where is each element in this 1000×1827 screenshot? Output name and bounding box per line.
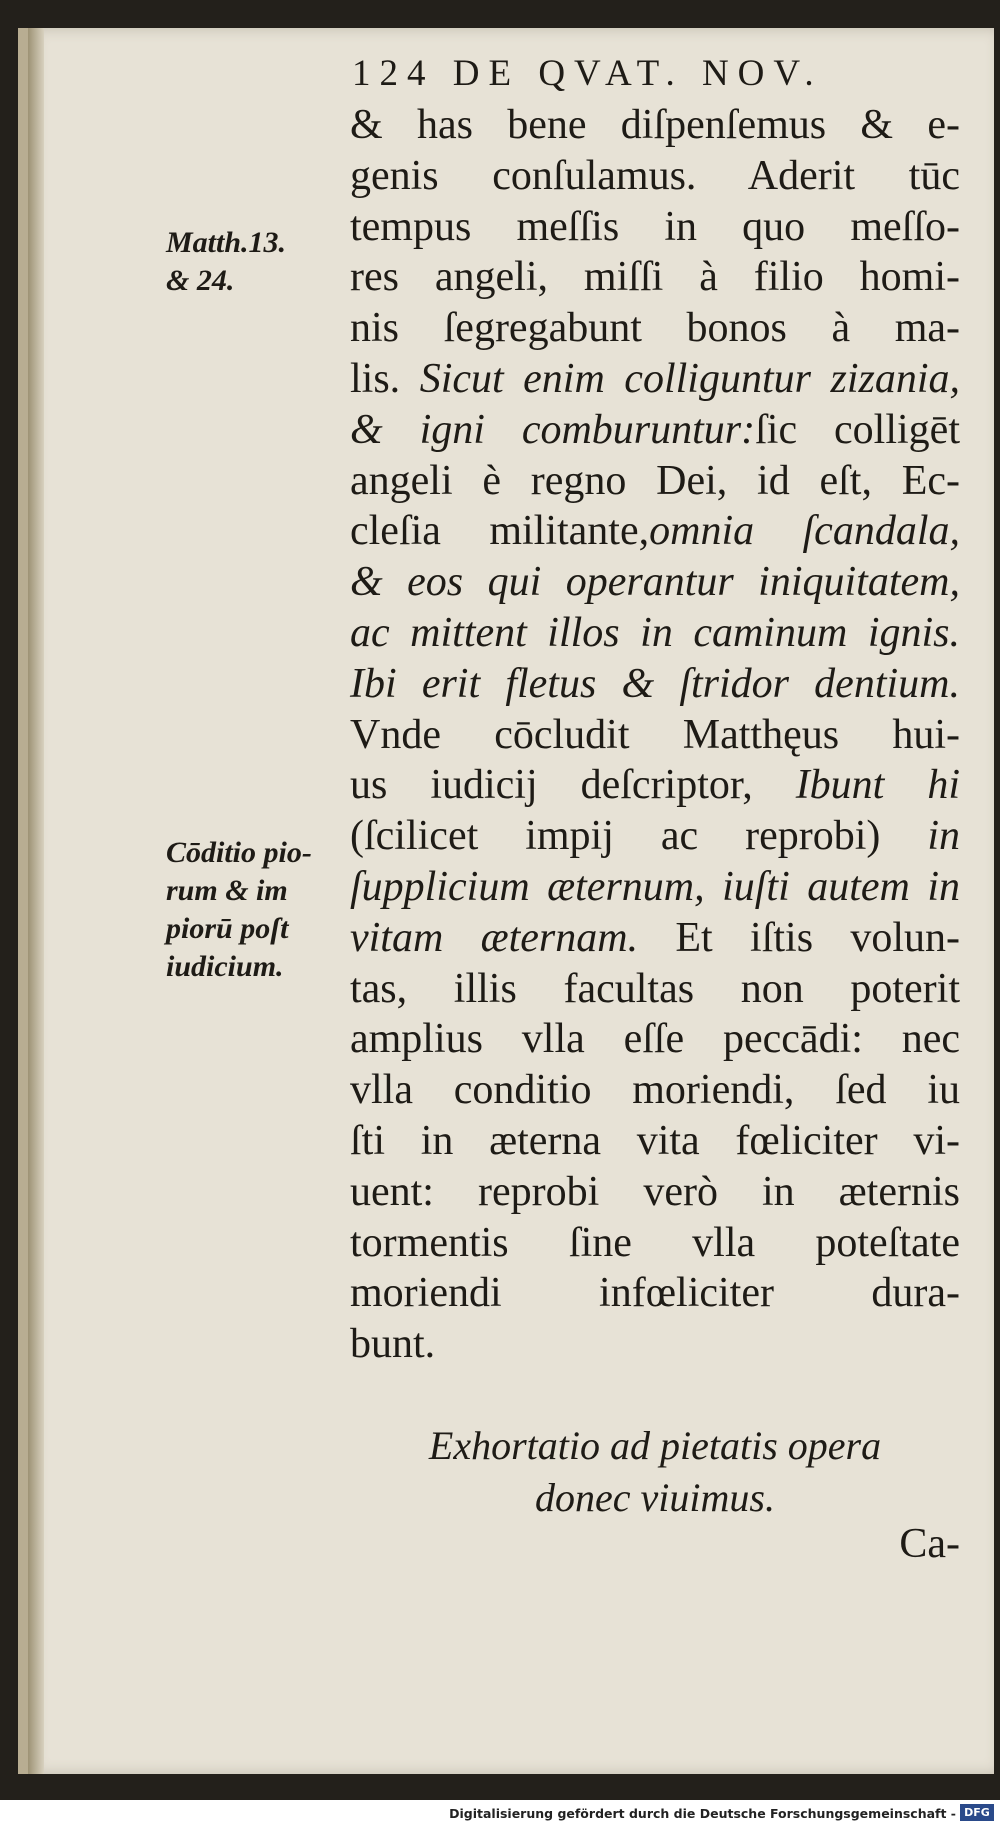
margin-note-reference — [166, 224, 336, 300]
text-line: nis ſegregabunt bonos à ma- — [350, 305, 960, 352]
text-line — [350, 405, 960, 456]
margin-note-line: piorū poſt — [166, 912, 289, 945]
italic-quotation: in — [927, 813, 960, 860]
section-heading-line: Exhortatio ad pietatis opera — [428, 1423, 882, 1468]
margin-note-line: rum & im — [166, 874, 288, 907]
text-line: & has bene diſpenſemus & e- — [350, 102, 960, 148]
margin-note-condition — [166, 834, 346, 986]
text-line — [350, 760, 960, 811]
margin-note-line: Cōditio pio- — [166, 836, 312, 869]
text-line: angeli è regno Dei, id eſt, Ec- — [350, 457, 960, 504]
italic-quotation: & igni comburuntur: — [350, 406, 756, 453]
roman-text: ſic colligēt — [755, 406, 960, 453]
catchword: Ca- — [899, 1521, 960, 1567]
running-head: 124 DE QVAT. NOV. — [352, 53, 823, 94]
italic-quotation: Sicut enim colliguntur zizania, — [419, 355, 960, 402]
dfg-logo: DFG — [960, 1804, 994, 1821]
roman-text: lis. — [350, 355, 420, 402]
text-line — [350, 608, 960, 659]
roman-text: (ſcilicet impij ac reprobi) — [350, 813, 928, 860]
margin-note-line: & 24. — [166, 264, 235, 297]
text-line — [350, 913, 960, 964]
italic-quotation: Ibunt hi — [795, 762, 960, 809]
page-edge — [28, 28, 44, 1774]
text-line — [350, 862, 960, 913]
text-line: tormentis ſine vlla poteſtate — [350, 1219, 960, 1266]
footer-credit: Digitalisierung gefördert durch die Deutsche Forschungsgemeinschaft - — [449, 1806, 956, 1821]
text-line: uent: reprobi verò in æternis — [350, 1168, 960, 1215]
margin-note-line: iudicium. — [166, 950, 284, 983]
text-line: tempus meſſis in quo meſſo- — [350, 203, 960, 250]
italic-quotation: vitam æternam. — [350, 914, 639, 961]
text-line: genis conſulamus. Aderit tūc — [350, 152, 960, 199]
text-line: amplius vlla eſſe peccādi: nec — [350, 1016, 960, 1063]
text-line: res angeli, miſſi à filio homi- — [350, 254, 960, 301]
margin-note-line: Matth.13. — [166, 226, 287, 259]
text-line — [350, 354, 960, 405]
text-line — [350, 659, 960, 710]
text-line — [350, 557, 960, 608]
text-line: Vnde cōcludit Matthęus hui- — [350, 711, 960, 758]
section-heading — [350, 1420, 960, 1524]
italic-quotation: omnia ſcandala, — [649, 508, 960, 555]
text-line: bunt. — [350, 1321, 436, 1368]
italic-quotation: & eos qui operantur iniquitatem, — [350, 559, 960, 606]
text-line: moriendi infœliciter dura- — [350, 1270, 960, 1317]
roman-text: Et iſtis volun- — [638, 914, 960, 961]
text-line — [350, 506, 960, 557]
text-line: vlla conditio moriendi, ſed iu — [350, 1067, 960, 1114]
text-line — [350, 811, 960, 862]
roman-text: cleſia militante, — [350, 508, 650, 555]
roman-text: us iudicij deſcriptor, — [350, 762, 796, 809]
text-line: tas, illis facultas non poterit — [350, 965, 960, 1012]
italic-quotation: Ibi erit fletus & ſtridor dentium. — [350, 660, 960, 707]
main-text-block — [350, 100, 960, 1370]
section-heading-line: donec viuimus. — [535, 1475, 775, 1520]
italic-quotation: ſupplicium æternum, iuſti autem in — [350, 863, 960, 910]
italic-quotation: ac mittent illos in caminum ignis. — [350, 609, 960, 656]
text-line: ſti in æterna vita fœliciter vi- — [350, 1117, 960, 1164]
